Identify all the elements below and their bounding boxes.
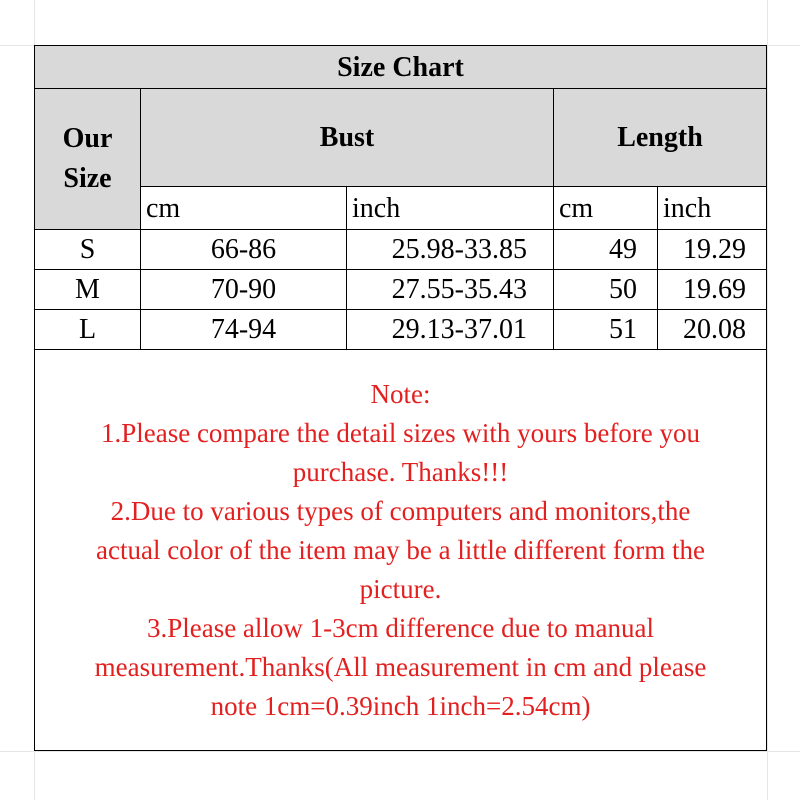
length-inch-cell: 20.08: [658, 310, 766, 350]
size-cell: S: [35, 230, 141, 270]
note-line: actual color of the item may be a little different form the: [95, 534, 706, 565]
unit-bust-cm: cm: [141, 187, 347, 230]
length-inch-cell: 19.69: [658, 270, 766, 310]
grid-line: [0, 751, 800, 752]
length-cm-cell: 49: [554, 230, 658, 270]
note-line: 1.Please compare the detail sizes with yours before you: [100, 417, 701, 448]
bust-header: Bust: [141, 89, 554, 187]
note-line: 3.Please allow 1-3cm difference due to manual: [146, 612, 655, 643]
length-cm-cell: 50: [554, 270, 658, 310]
unit-length-inch: inch: [658, 187, 766, 230]
size-note: [35, 350, 766, 750]
note-line: purchase. Thanks!!!: [292, 456, 509, 487]
unit-length-cm: cm: [554, 187, 658, 230]
bust-inch-cell: 27.55-35.43: [347, 270, 554, 310]
size-chart-title: Size Chart: [35, 46, 766, 89]
unit-bust-inch: inch: [347, 187, 554, 230]
note-line: note 1cm=0.39inch 1inch=2.54cm): [210, 690, 591, 721]
our-size-header: [35, 89, 141, 230]
bust-cm-cell: 70-90: [141, 270, 347, 310]
size-cell: M: [35, 270, 141, 310]
bust-cm-cell: 66-86: [141, 230, 347, 270]
length-cm-cell: 51: [554, 310, 658, 350]
bust-inch-cell: 25.98-33.85: [347, 230, 554, 270]
note-heading: Note:: [370, 378, 431, 409]
bust-cm-cell: 74-94: [141, 310, 347, 350]
grid-line: [767, 0, 768, 800]
our-size-header-line2: Size: [63, 163, 112, 194]
length-header: Length: [554, 89, 766, 187]
size-chart-sheet: [34, 45, 767, 751]
bust-inch-cell: 29.13-37.01: [347, 310, 554, 350]
our-size-header-line1: Our: [62, 123, 113, 154]
note-line: 2.Due to various types of computers and monitors,the: [110, 495, 691, 526]
note-line: measurement.Thanks(All measurement in cm and please: [94, 651, 707, 682]
size-cell: L: [35, 310, 141, 350]
length-inch-cell: 19.29: [658, 230, 766, 270]
note-line: picture.: [359, 573, 442, 604]
